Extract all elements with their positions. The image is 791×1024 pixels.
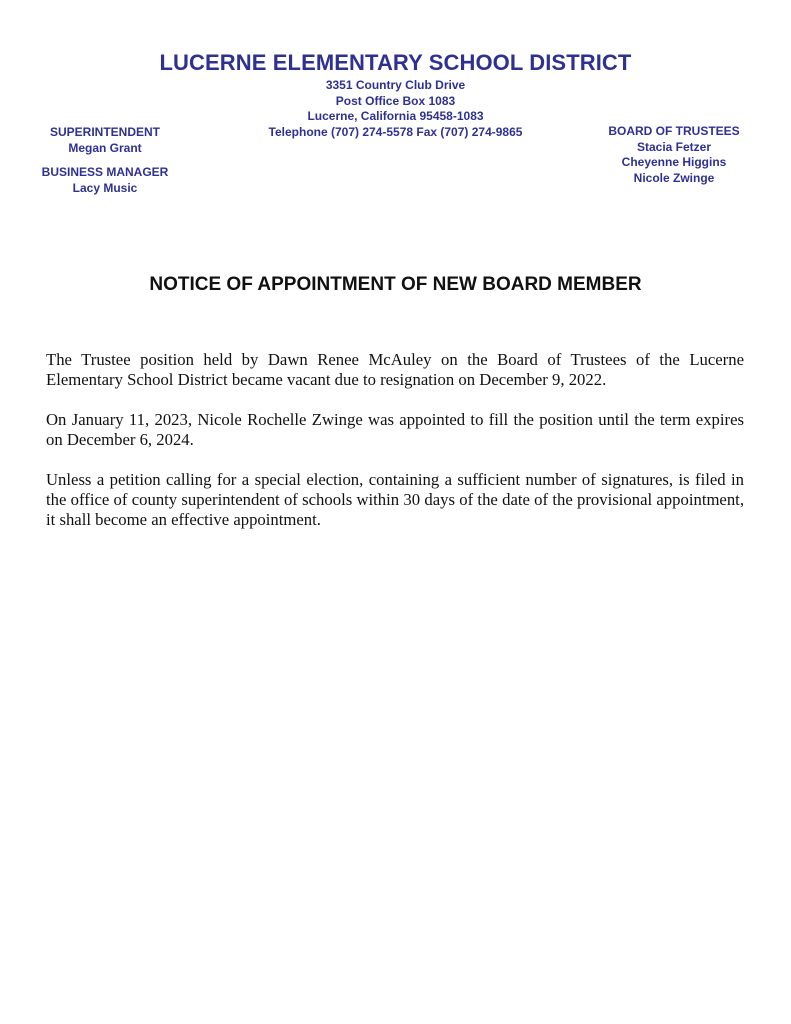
trustee-name: Stacia Fetzer xyxy=(636,139,712,154)
business-manager-label: BUSINESS MANAGER xyxy=(41,165,169,179)
board-column xyxy=(594,124,754,186)
board-label: BOARD OF TRUSTEES xyxy=(608,124,740,138)
trustee-name: Cheyenne Higgins xyxy=(621,155,727,170)
address-street: 3351 Country Club Drive xyxy=(325,78,466,92)
phone-fax: Telephone (707) 274-5578 Fax (707) 274-9865 xyxy=(268,124,523,139)
district-name: LUCERNE ELEMENTARY SCHOOL DISTRICT xyxy=(159,50,632,75)
business-manager-name: Lacy Music xyxy=(72,181,138,195)
notice-paragraph: On January 11, 2023, Nicole Rochelle Zwinge was appointed to fill the position until the term expires on December 6, 2024. xyxy=(46,410,744,449)
address-po-box: Post Office Box 1083 xyxy=(335,93,456,108)
trustee-name: Nicole Zwinge xyxy=(633,170,715,185)
administration-column xyxy=(30,124,180,196)
address-city: Lucerne, California 95458-1083 xyxy=(307,109,484,123)
superintendent-label: SUPERINTENDENT xyxy=(49,125,160,139)
superintendent-name: Megan Grant xyxy=(68,141,142,155)
notice-paragraph: Unless a petition calling for a special election, containing a sufficient number of signatures, is filed in the office of county superintendent of schools within 30 days of the date of the provisional appointment, it shall become an effective appointment. xyxy=(46,470,744,529)
notice-title: NOTICE OF APPOINTMENT OF NEW BOARD MEMBER xyxy=(149,274,642,295)
notice-paragraph: The Trustee position held by Dawn Renee McAuley on the Board of Trustees of the Lucerne Elementary School District became vacant due to resignation on December 9, 2022. xyxy=(46,350,744,389)
notice-body xyxy=(46,350,744,550)
